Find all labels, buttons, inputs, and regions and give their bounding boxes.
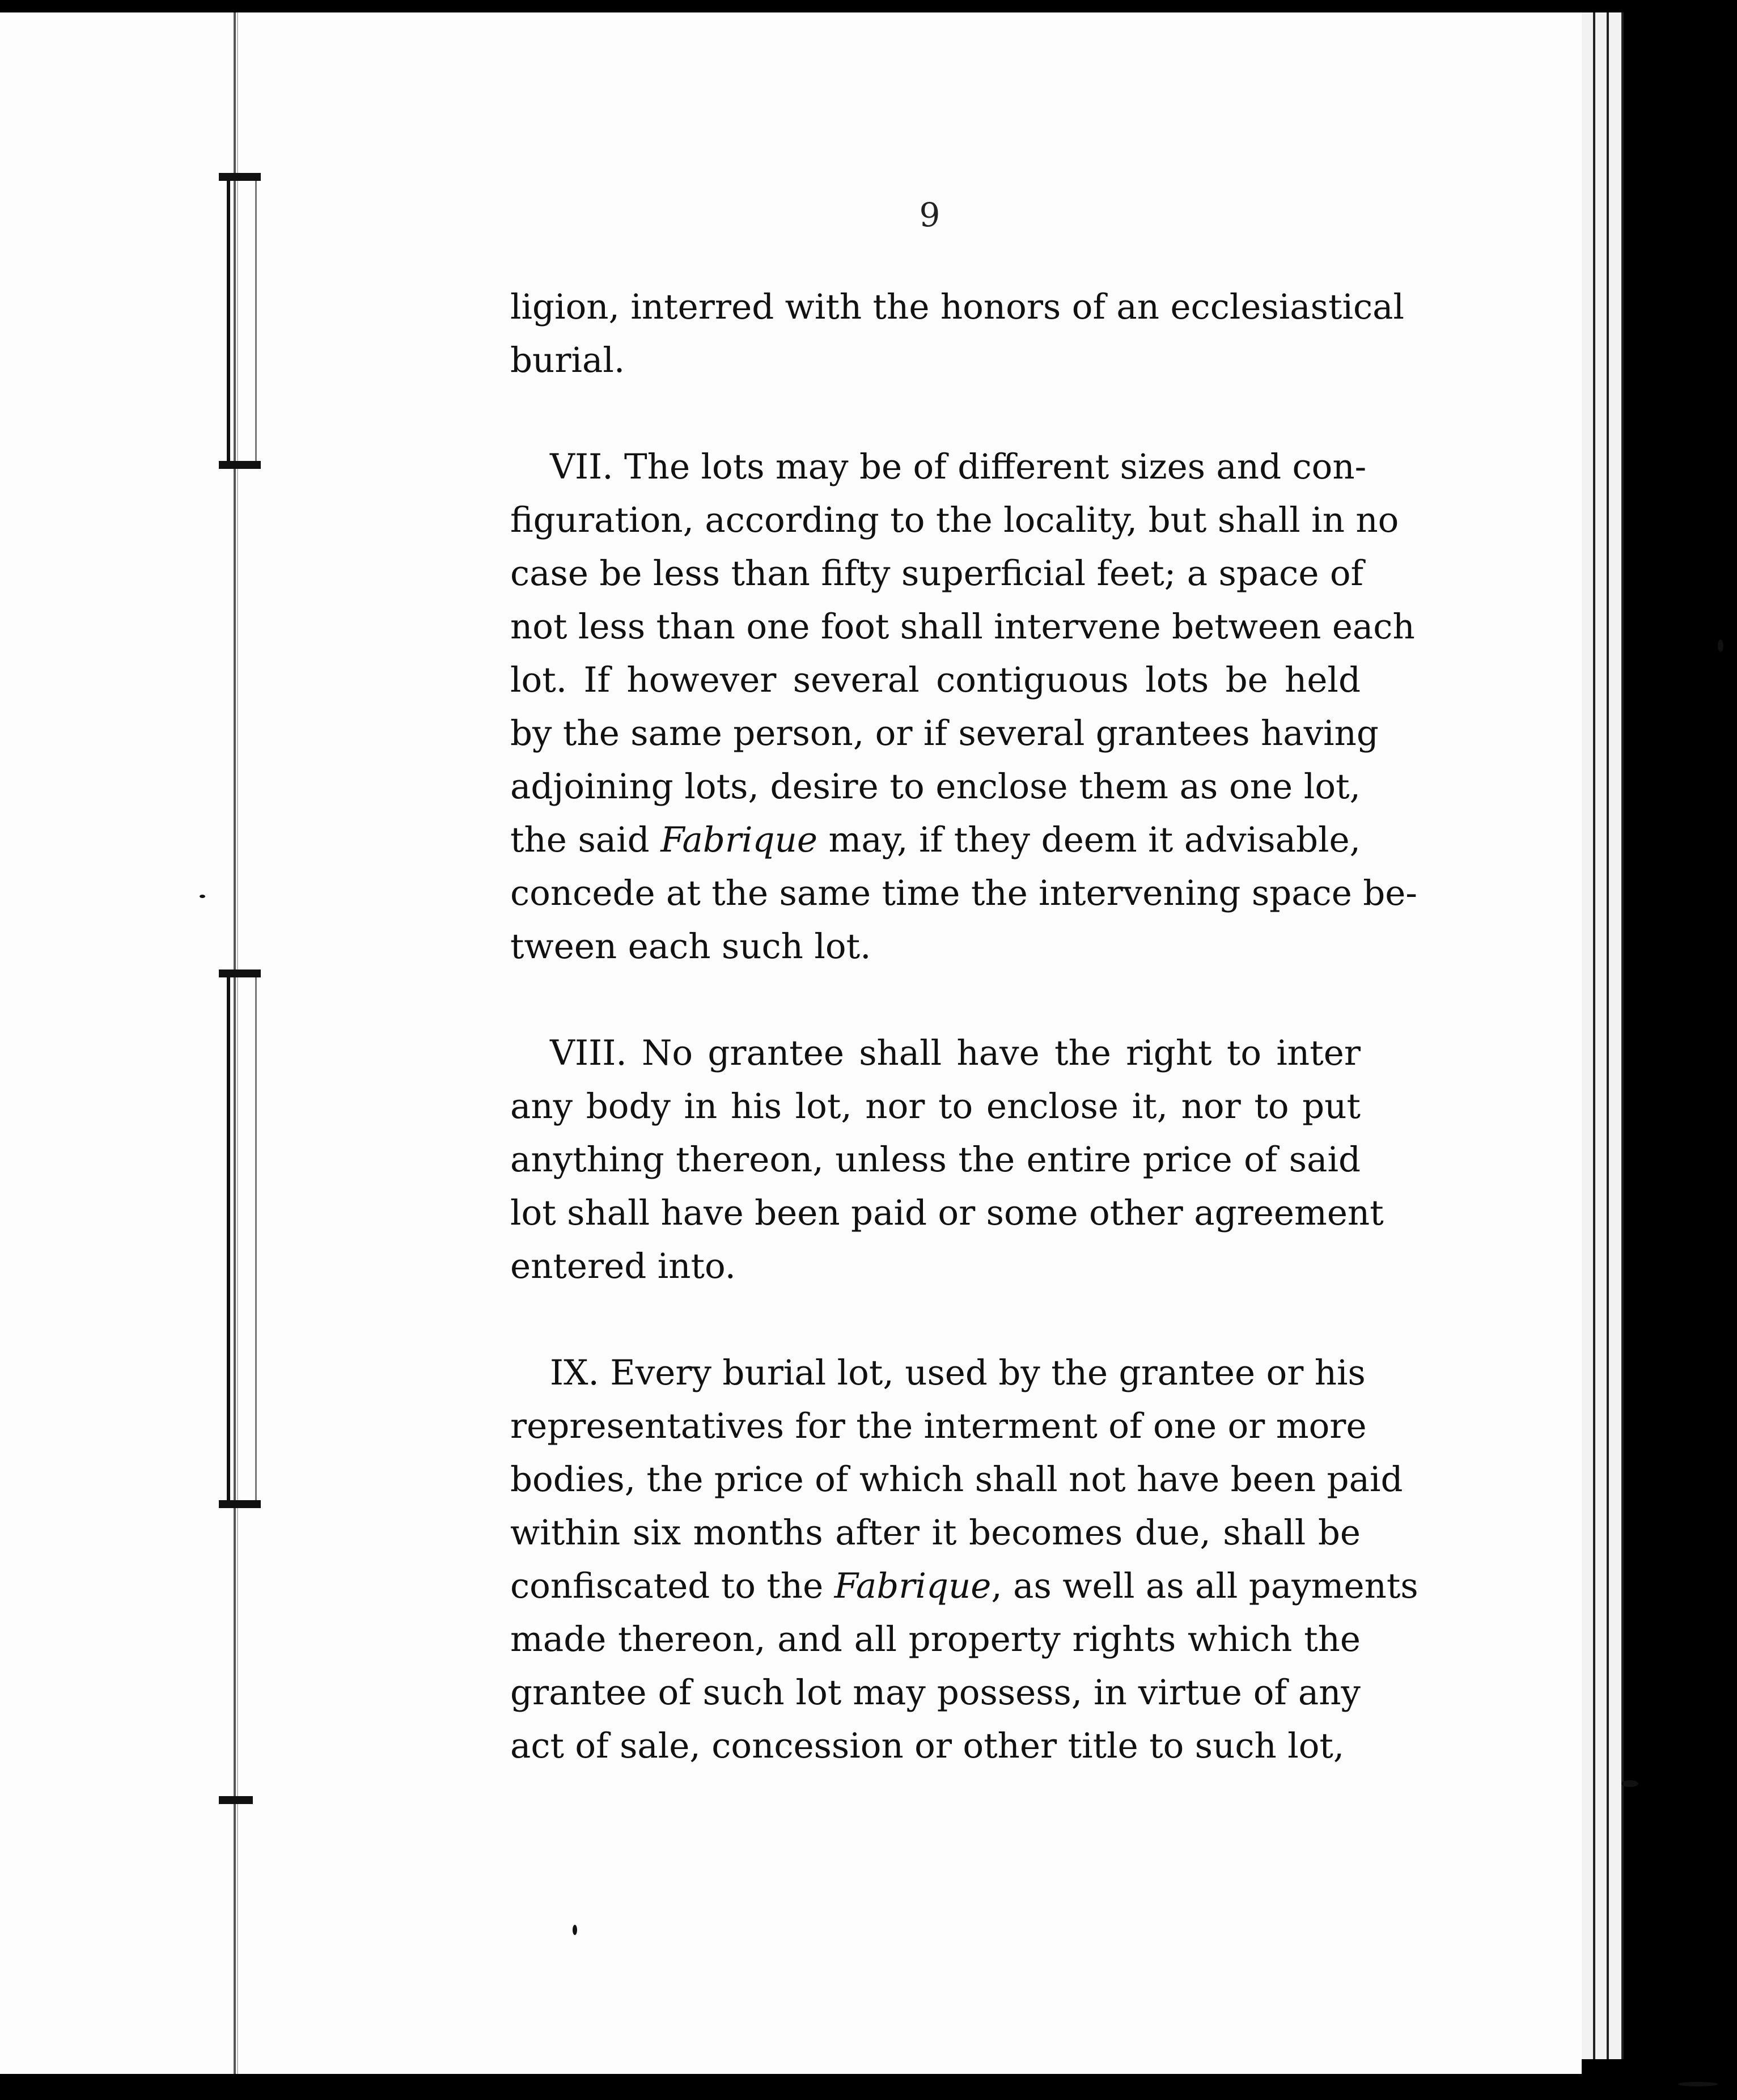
text-line: representatives for the interment of one or more bbox=[510, 1406, 1367, 1446]
paragraph bbox=[510, 1027, 1384, 1293]
paragraph bbox=[510, 1347, 1418, 1773]
ink-speck bbox=[200, 895, 205, 898]
text-line: anything thereon, unless the entire price of said bbox=[510, 1140, 1361, 1180]
text-line: not less than one foot shall intervene between each bbox=[510, 607, 1415, 647]
ink-speck bbox=[1678, 2082, 1718, 2086]
ink-speck bbox=[1621, 1780, 1638, 1787]
text-line: entered into. bbox=[510, 1246, 736, 1286]
text-line: the said Fabrique may, if they deem it advisable, bbox=[510, 820, 1361, 860]
text-line: burial. bbox=[510, 340, 625, 380]
ink-speck bbox=[573, 1925, 577, 1935]
text-line: bodies, the price of which shall not have been paid bbox=[510, 1459, 1403, 1500]
binding-stitch bbox=[227, 969, 257, 1508]
text-line: lot shall have been paid or some other agreement bbox=[510, 1193, 1384, 1233]
text-line: VIII. No grantee shall have the right to inter bbox=[550, 1033, 1361, 1073]
text-line: IX. Every burial lot, used by the grantee or his bbox=[550, 1353, 1366, 1393]
text-line: by the same person, or if several grantees having bbox=[510, 713, 1379, 753]
text-line: figuration, according to the locality, but shall in no bbox=[510, 500, 1399, 540]
page-edge bbox=[1582, 12, 1595, 2059]
paragraph bbox=[510, 281, 1405, 387]
text-line: tween each such lot. bbox=[510, 926, 871, 967]
text-line: VII. The lots may be of different sizes and con- bbox=[550, 447, 1367, 487]
text-line: lot. If however several contiguous lots be held bbox=[510, 660, 1361, 700]
text-line: made thereon, and all property rights which the bbox=[510, 1619, 1361, 1659]
ink-speck bbox=[1718, 640, 1723, 652]
binding-stitch bbox=[227, 173, 257, 469]
text-line: case be less than fifty superficial feet; a space of bbox=[510, 553, 1364, 594]
page-number: 9 bbox=[919, 196, 940, 234]
text-line: confiscated to the Fabrique, as well as all payments bbox=[510, 1566, 1418, 1606]
binding-stitch-mark bbox=[219, 1796, 253, 1804]
page-edge bbox=[1595, 12, 1609, 2059]
page-edge bbox=[1609, 12, 1624, 2059]
paragraph bbox=[510, 441, 1417, 973]
text-line: within six months after it becomes due, shall be bbox=[510, 1513, 1361, 1553]
text-line: ligion, interred with the honors of an ecclesiastical bbox=[510, 287, 1405, 327]
text-line: adjoining lots, desire to enclose them as one lot, bbox=[510, 767, 1361, 807]
text-line: act of sale, concession or other title to such lot, bbox=[510, 1726, 1345, 1766]
text-line: concede at the same time the intervening space be- bbox=[510, 873, 1417, 913]
text-line: any body in his lot, nor to enclose it, nor to put bbox=[510, 1086, 1361, 1127]
body-text bbox=[510, 281, 1418, 1773]
text-line: grantee of such lot may possess, in virtue of any bbox=[510, 1673, 1361, 1713]
